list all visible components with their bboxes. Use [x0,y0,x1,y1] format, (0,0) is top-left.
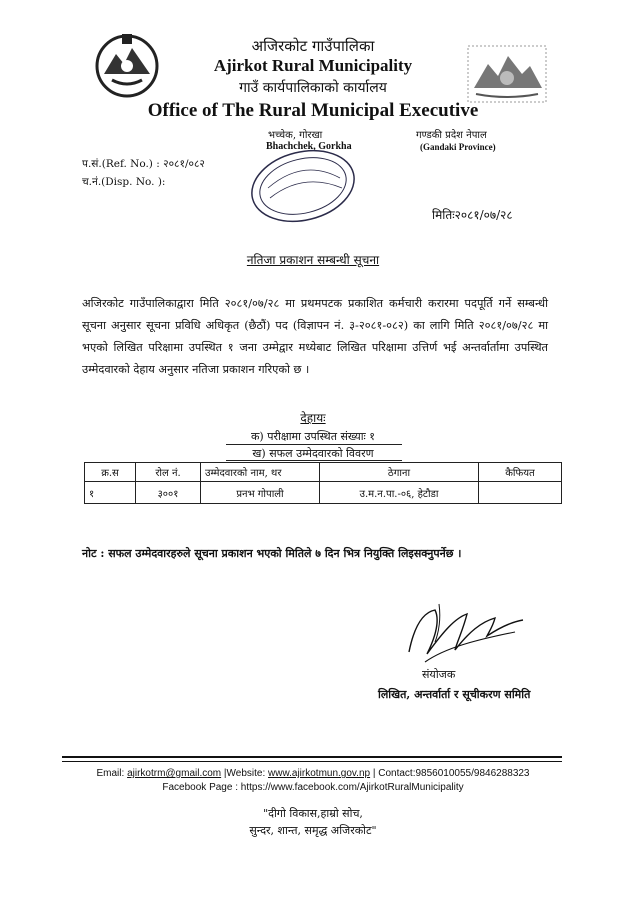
dispatch-number: च.नं.(Disp. No. ): [82,176,166,188]
column-header-name: उम्मेदवारको नाम, थर [201,463,320,482]
website-link[interactable]: www.ajirkotmun.gov.np [268,768,371,779]
footer-contact: Email: ajirkotrm@gmail.com |Website: www.ajirkotmun.gov.np | Contact:9856010055/9846288323 [96,768,530,779]
divider-line [226,460,402,461]
footer-divider [62,756,562,758]
results-table [84,462,562,504]
footer-divider [62,761,562,762]
cell-name: प्रनभ गोपाली [201,482,320,504]
committee-name: लिखित, अन्तर्वार्ता र सूचीकरण समिति [378,688,531,701]
motto-line-2: सुन्दर, शान्त, समृद्ध अजिरकोट" [249,824,377,837]
coordinator-signature [395,592,535,672]
municipality-name-np: अजिरकोट गाउँपालिका [251,37,375,55]
divider-line [226,444,402,445]
province-en: (Gandaki Province) [420,142,496,152]
column-header-address: ठेगाना [320,463,479,482]
location-np: भच्चेक, गोरखा [268,130,323,141]
reference-number: प.सं.(Ref. No.) : २०८१/०८२ [82,158,205,170]
successful-candidate-heading: ख) सफल उम्मेदवारको विवरण [252,447,374,460]
signature-title: संयोजक [422,668,456,681]
column-header-sn: क्र.स [85,463,136,482]
section-heading: देहायः [300,411,326,425]
column-header-remarks: कैफियत [479,463,562,482]
motto-line-1: "दीगो विकास,हाम्रो सोच, [263,807,363,820]
note-text: नोट : सफल उम्मेदवारहरुले सूचना प्रकाशन भएको मितिले ७ दिन भित्र नियुक्ति लिइसक्नुपर्नेछ । [82,547,462,560]
province-np: गण्डकी प्रदेश नेपाल [416,130,487,141]
cell-sn: १ [85,482,136,504]
location-en: Bhachchek, Gorkha [266,141,352,152]
cell-remarks [479,482,562,504]
office-stamp [248,148,358,224]
municipality-name-en: Ajirkot Rural Municipality [213,56,413,75]
facebook-page: Facebook Page : https://www.facebook.com/AjirkotRuralMunicipality [162,782,464,793]
notice-title: नतिजा प्रकाशन सम्बन्धी सूचना [246,253,380,267]
column-header-roll: रोल नं. [136,463,201,482]
cell-address: उ.म.न.पा.-०६, हेटौडा [320,482,479,504]
table-row [85,482,562,504]
notice-body: अजिरकोट गाउँपालिकाद्वारा मिति २०८१/०७/२८ मा प्रथमपटक प्रकाशित कर्मचारी करारमा पदपूर्ति गर्ने सम्बन्धी सूचना अनुसार सूचना प्रविधि अधिकृत (छैठौं) पद (विज्ञापन नं. ३-२०८१-०८२) का लागि मिति २०८१/०७/२८ मा भएको लिखित परिक्षामा उपस्थित १ जना उम्मेद्वार मध्येबाट लिखित परिक्षामा उत्तिर्ण भई अन्तर्वार्तामा उपस्थित उम्मेदवारको देहाय अनुसार नतिजा प्रकाशन गरिएको छ । [82,297,548,376]
email-link[interactable]: ajirkotrm@gmail.com [127,768,222,779]
office-name-np: गाउँ कार्यपालिकाको कार्यालय [239,80,387,96]
notice-date: मितिः२०८१/०७/२८ [432,208,513,222]
office-name-en: Office of The Rural Municipal Executive [147,100,479,121]
table-header-row [85,463,562,482]
attendance-count: क) परीक्षामा उपस्थित संख्याः १ [250,430,375,443]
cell-roll: ३००१ [136,482,201,504]
